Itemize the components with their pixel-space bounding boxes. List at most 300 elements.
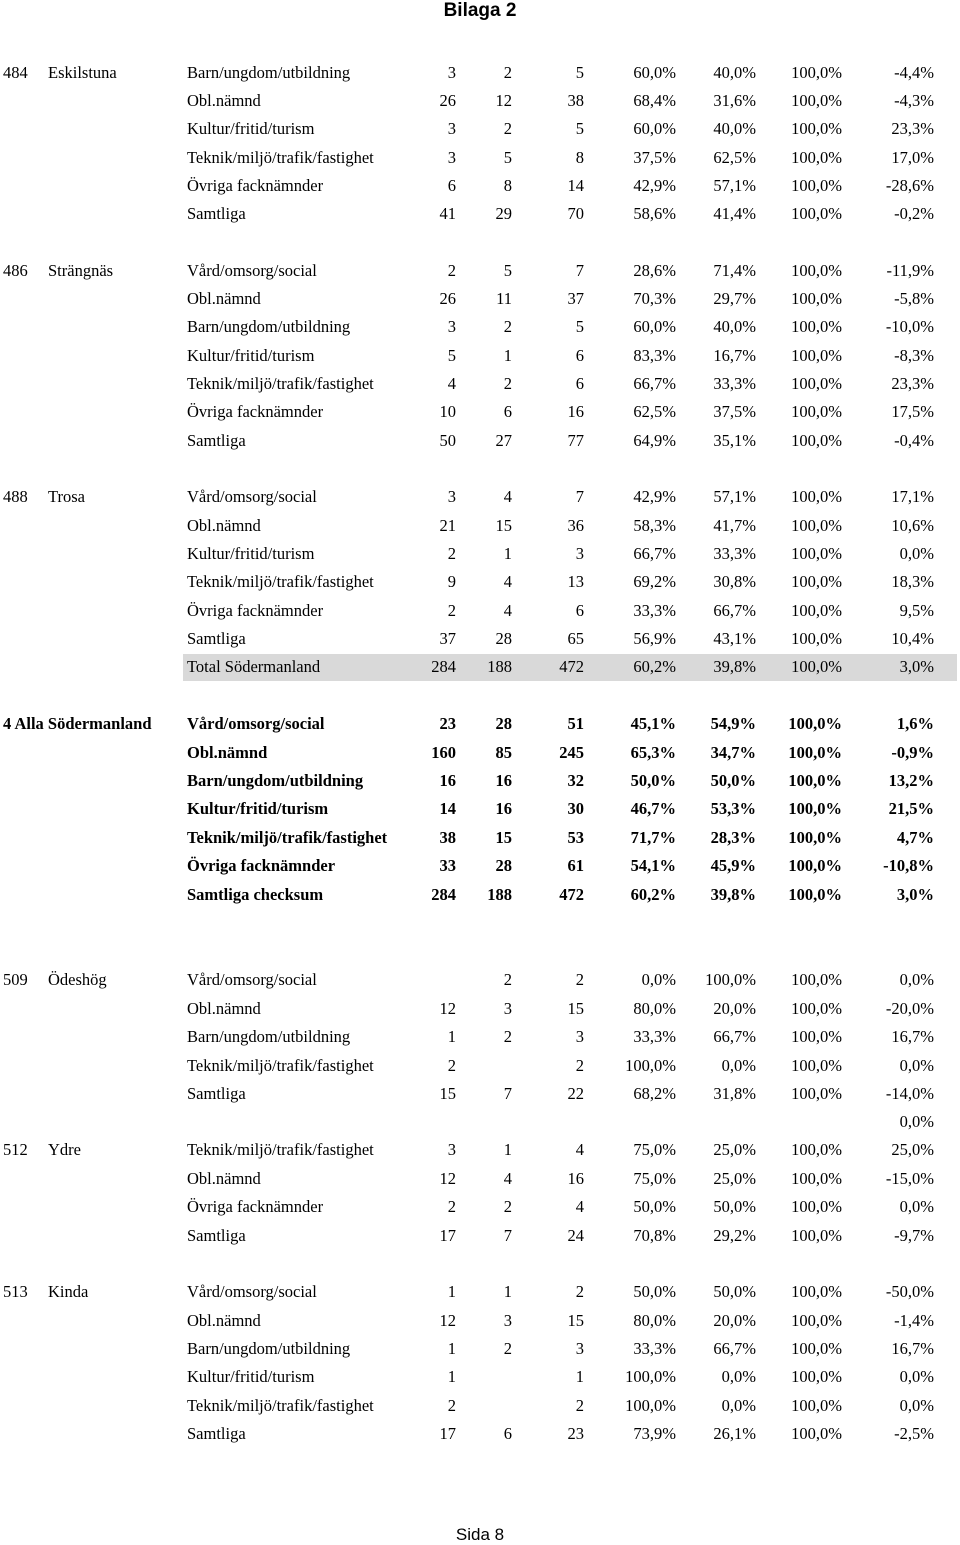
percent-a: 60,2%	[630, 885, 676, 904]
category-label: Barn/ungdom/utbildning	[187, 1027, 351, 1046]
percent-b: 26,1%	[713, 1424, 756, 1443]
count-total: 61	[567, 856, 584, 875]
count-a: 1	[447, 1282, 456, 1301]
percent-total: 100,0%	[791, 544, 842, 563]
table-row	[0, 1023, 960, 1051]
table-row	[0, 597, 960, 625]
percent-a: 64,9%	[633, 431, 676, 450]
percent-a: 60,0%	[633, 119, 676, 138]
table-row	[0, 512, 960, 540]
count-total: 6	[575, 601, 584, 620]
count-b: 28	[495, 714, 512, 733]
table-row	[0, 1335, 960, 1363]
difference: 23,3%	[891, 374, 934, 393]
difference: 0,0%	[899, 1056, 934, 1075]
percent-a: 66,7%	[633, 374, 676, 393]
count-a: 14	[439, 799, 456, 818]
count-total: 4	[575, 1140, 584, 1159]
difference: 3,0%	[899, 657, 934, 676]
municipality-code: 512	[3, 1140, 28, 1159]
count-a: 37	[439, 629, 456, 648]
table-row	[0, 540, 960, 568]
percent-a: 100,0%	[625, 1396, 676, 1415]
difference: -4,3%	[894, 91, 934, 110]
percent-b: 71,4%	[713, 261, 756, 280]
difference: -15,0%	[885, 1169, 934, 1188]
municipality-code: 513	[3, 1282, 28, 1301]
category-label: Teknik/miljö/trafik/fastighet	[187, 572, 374, 591]
percent-total: 100,0%	[791, 1084, 842, 1103]
percent-b: 33,3%	[713, 374, 756, 393]
count-total: 13	[567, 572, 584, 591]
percent-total: 100,0%	[791, 516, 842, 535]
percent-b: 20,0%	[713, 1311, 756, 1330]
percent-b: 20,0%	[713, 999, 756, 1018]
category-label: Samtliga	[187, 1226, 246, 1245]
percent-b: 41,4%	[713, 204, 756, 223]
municipality-code: 509	[3, 970, 28, 989]
percent-total: 100,0%	[791, 261, 842, 280]
count-b: 3	[503, 1311, 512, 1330]
difference: -4,4%	[894, 63, 934, 82]
count-total: 15	[567, 999, 584, 1018]
percent-a: 28,6%	[633, 261, 676, 280]
category-label: Obl.nämnd	[187, 91, 261, 110]
percent-b: 28,3%	[710, 828, 756, 847]
percent-b: 66,7%	[713, 1027, 756, 1046]
category-label: Kultur/fritid/turism	[187, 1367, 315, 1386]
count-b: 2	[503, 1339, 512, 1358]
percent-b: 34,7%	[710, 743, 756, 762]
difference: 0,0%	[899, 1197, 934, 1216]
percent-b: 39,8%	[713, 657, 756, 676]
table-row	[0, 285, 960, 313]
percent-b: 54,9%	[710, 714, 756, 733]
difference: 21,5%	[888, 799, 934, 818]
table-row	[0, 824, 960, 852]
count-b: 7	[503, 1084, 512, 1103]
count-a: 3	[447, 119, 456, 138]
table-row	[0, 313, 960, 341]
percent-a: 62,5%	[633, 402, 676, 421]
count-b: 2	[503, 374, 512, 393]
percent-a: 37,5%	[633, 148, 676, 167]
count-a: 160	[431, 743, 456, 762]
percent-total: 100,0%	[791, 346, 842, 365]
count-a: 50	[439, 431, 456, 450]
count-total: 2	[575, 970, 584, 989]
table-row	[0, 59, 960, 87]
category-label: Övriga facknämnder	[187, 176, 324, 195]
count-total: 7	[575, 261, 584, 280]
category-label: Samtliga	[187, 431, 246, 450]
count-a: 10	[439, 402, 456, 421]
page-number: Sida 8	[455, 1525, 505, 1544]
category-label: Samtliga	[187, 629, 246, 648]
percent-a: 75,0%	[633, 1169, 676, 1188]
category-label: Teknik/miljö/trafik/fastighet	[187, 374, 374, 393]
percent-b: 39,8%	[710, 885, 756, 904]
count-total: 5	[575, 63, 584, 82]
difference: 0,0%	[899, 1367, 934, 1386]
count-b: 8	[503, 176, 512, 195]
table-row	[0, 1080, 960, 1108]
percent-total: 100,0%	[791, 999, 842, 1018]
percent-total: 100,0%	[788, 771, 842, 790]
count-b: 5	[503, 148, 512, 167]
table-row	[0, 881, 960, 909]
page-title: Bilaga 2	[443, 0, 517, 21]
difference: -8,3%	[894, 346, 934, 365]
count-total: 3	[575, 544, 584, 563]
percent-total: 100,0%	[791, 1339, 842, 1358]
percent-b: 31,8%	[713, 1084, 756, 1103]
count-a: 2	[447, 1197, 456, 1216]
count-a: 12	[439, 1311, 456, 1330]
difference: -1,4%	[894, 1311, 934, 1330]
count-b: 85	[495, 743, 512, 762]
table-row	[0, 483, 960, 511]
municipality-code: 488	[3, 487, 28, 506]
percent-a: 71,7%	[630, 828, 676, 847]
percent-a: 80,0%	[633, 999, 676, 1018]
difference: 1,6%	[896, 714, 934, 733]
percent-b: 50,0%	[713, 1282, 756, 1301]
count-a: 284	[431, 657, 456, 676]
percent-total: 100,0%	[791, 317, 842, 336]
count-total: 7	[575, 487, 584, 506]
count-total: 36	[567, 516, 584, 535]
total-row	[0, 653, 960, 681]
count-a: 3	[447, 317, 456, 336]
count-b: 1	[503, 1140, 512, 1159]
count-a: 1	[447, 1339, 456, 1358]
percent-a: 46,7%	[630, 799, 676, 818]
count-total: 2	[575, 1282, 584, 1301]
difference: -2,5%	[894, 1424, 934, 1443]
category-label: Barn/ungdom/utbildning	[187, 1339, 351, 1358]
difference: 0,0%	[899, 544, 934, 563]
difference: 13,2%	[888, 771, 934, 790]
count-b: 5	[503, 261, 512, 280]
table-row	[0, 200, 960, 228]
percent-a: 60,0%	[633, 317, 676, 336]
category-label: Kultur/fritid/turism	[187, 346, 315, 365]
category-label: Teknik/miljö/trafik/fastighet	[187, 828, 388, 847]
table-row	[0, 342, 960, 370]
count-total: 22	[567, 1084, 584, 1103]
count-b: 4	[503, 1169, 512, 1188]
count-total: 2	[575, 1056, 584, 1075]
count-a: 2	[447, 1056, 456, 1075]
difference: -0,2%	[894, 204, 934, 223]
category-label: Total Södermanland	[187, 657, 321, 676]
count-total: 14	[567, 176, 584, 195]
count-total: 23	[567, 1424, 584, 1443]
count-a: 1	[447, 1027, 456, 1046]
category-label: Vård/omsorg/social	[187, 1282, 317, 1301]
percent-total: 100,0%	[791, 657, 842, 676]
table-row	[0, 1420, 960, 1448]
category-label: Teknik/miljö/trafik/fastighet	[187, 148, 374, 167]
count-a: 41	[439, 204, 456, 223]
table-row	[0, 1165, 960, 1193]
category-label: Samtliga checksum	[187, 885, 324, 904]
percent-total: 100,0%	[791, 1282, 842, 1301]
percent-a: 73,9%	[633, 1424, 676, 1443]
percent-a: 70,3%	[633, 289, 676, 308]
percent-total: 100,0%	[791, 374, 842, 393]
percent-a: 100,0%	[625, 1367, 676, 1386]
category-label: Obl.nämnd	[187, 516, 261, 535]
category-label: Teknik/miljö/trafik/fastighet	[187, 1140, 374, 1159]
category-label: Obl.nämnd	[187, 289, 261, 308]
difference: 3,0%	[896, 885, 934, 904]
percent-total: 100,0%	[791, 1056, 842, 1075]
percent-b: 57,1%	[713, 487, 756, 506]
percent-b: 43,1%	[713, 629, 756, 648]
table-row	[0, 995, 960, 1023]
table-row	[0, 966, 960, 994]
difference: -0,9%	[891, 743, 934, 762]
count-a: 23	[439, 714, 456, 733]
percent-b: 0,0%	[721, 1396, 756, 1415]
count-b: 1	[503, 1282, 512, 1301]
percent-a: 68,2%	[633, 1084, 676, 1103]
table-row	[0, 398, 960, 426]
table-row	[0, 1307, 960, 1335]
count-total: 3	[575, 1027, 584, 1046]
count-a: 26	[439, 289, 456, 308]
percent-total: 100,0%	[791, 431, 842, 450]
count-b: 11	[496, 289, 512, 308]
difference: 17,0%	[891, 148, 934, 167]
percent-b: 25,0%	[713, 1140, 756, 1159]
count-b: 6	[503, 1424, 512, 1443]
count-a: 2	[447, 261, 456, 280]
category-label: Övriga facknämnder	[187, 402, 324, 421]
count-a: 3	[447, 487, 456, 506]
percent-b: 40,0%	[713, 63, 756, 82]
count-b: 15	[495, 516, 512, 535]
percent-a: 42,9%	[633, 176, 676, 195]
percent-b: 53,3%	[710, 799, 756, 818]
difference: 16,7%	[891, 1027, 934, 1046]
count-total: 24	[567, 1226, 584, 1245]
count-total: 16	[567, 1169, 584, 1188]
difference: 18,3%	[891, 572, 934, 591]
percent-b: 29,7%	[713, 289, 756, 308]
percent-a: 80,0%	[633, 1311, 676, 1330]
difference: 17,1%	[891, 487, 934, 506]
count-a: 2	[447, 544, 456, 563]
percent-total: 100,0%	[791, 1367, 842, 1386]
percent-total: 100,0%	[791, 1311, 842, 1330]
count-total: 6	[575, 346, 584, 365]
table-row	[0, 257, 960, 285]
count-total: 77	[567, 431, 584, 450]
category-label: Kultur/fritid/turism	[187, 119, 315, 138]
count-total: 51	[567, 714, 584, 733]
count-b: 3	[503, 999, 512, 1018]
count-total: 472	[559, 657, 584, 676]
count-a: 38	[439, 828, 456, 847]
count-a: 21	[439, 516, 456, 535]
difference: 16,7%	[891, 1339, 934, 1358]
count-total: 32	[567, 771, 584, 790]
table-row	[0, 172, 960, 200]
table-row	[0, 852, 960, 880]
table-row	[0, 1278, 960, 1306]
category-label: Obl.nämnd	[187, 1169, 261, 1188]
table-row	[0, 427, 960, 455]
table-row	[0, 568, 960, 596]
count-b: 15	[495, 828, 512, 847]
count-total: 70	[567, 204, 584, 223]
count-b: 28	[495, 856, 512, 875]
count-total: 53	[567, 828, 584, 847]
category-label: Samtliga	[187, 204, 246, 223]
count-a: 5	[447, 346, 456, 365]
percent-b: 25,0%	[713, 1169, 756, 1188]
count-b: 4	[503, 572, 512, 591]
percent-total: 100,0%	[788, 856, 842, 875]
count-a: 3	[447, 63, 456, 82]
count-a: 9	[447, 572, 456, 591]
difference: -28,6%	[885, 176, 934, 195]
count-b: 4	[503, 487, 512, 506]
difference: 17,5%	[891, 402, 934, 421]
percent-total: 100,0%	[791, 1140, 842, 1159]
municipality-code: 486	[3, 261, 28, 280]
percent-total: 100,0%	[791, 91, 842, 110]
percent-a: 66,7%	[633, 544, 676, 563]
difference: -10,0%	[885, 317, 934, 336]
count-total: 16	[567, 402, 584, 421]
percent-b: 0,0%	[721, 1056, 756, 1075]
percent-total: 100,0%	[791, 572, 842, 591]
table-row	[0, 710, 960, 738]
percent-a: 65,3%	[630, 743, 676, 762]
count-a: 16	[439, 771, 456, 790]
count-b: 16	[495, 799, 512, 818]
percent-b: 0,0%	[721, 1367, 756, 1386]
category-label: Samtliga	[187, 1084, 246, 1103]
count-a: 17	[439, 1424, 456, 1443]
count-b: 16	[495, 771, 512, 790]
difference: 9,5%	[899, 601, 934, 620]
table-row	[0, 625, 960, 653]
difference: 0,0%	[899, 970, 934, 989]
municipality-name: Eskilstuna	[48, 63, 117, 82]
category-label: Kultur/fritid/turism	[187, 544, 315, 563]
percent-total: 100,0%	[791, 629, 842, 648]
difference: -5,8%	[894, 289, 934, 308]
difference: -14,0%	[885, 1084, 934, 1103]
percent-total: 100,0%	[791, 204, 842, 223]
percent-b: 16,7%	[713, 346, 756, 365]
category-label: Teknik/miljö/trafik/fastighet	[187, 1396, 374, 1415]
count-total: 1	[575, 1367, 584, 1386]
percent-total: 100,0%	[791, 970, 842, 989]
percent-a: 56,9%	[633, 629, 676, 648]
count-b: 188	[487, 657, 512, 676]
percent-a: 54,1%	[630, 856, 676, 875]
percent-a: 0,0%	[641, 970, 676, 989]
percent-a: 70,8%	[633, 1226, 676, 1245]
difference: 23,3%	[891, 119, 934, 138]
percent-b: 50,0%	[710, 771, 756, 790]
count-b: 1	[503, 346, 512, 365]
percent-total: 100,0%	[791, 1027, 842, 1046]
percent-b: 35,1%	[713, 431, 756, 450]
count-total: 4	[575, 1197, 584, 1216]
count-b: 1	[503, 544, 512, 563]
count-a: 17	[439, 1226, 456, 1245]
difference: 10,6%	[891, 516, 934, 535]
difference: -10,8%	[883, 856, 934, 875]
percent-b: 40,0%	[713, 317, 756, 336]
table-row	[0, 370, 960, 398]
percent-a: 45,1%	[630, 714, 676, 733]
percent-a: 42,9%	[633, 487, 676, 506]
percent-total: 100,0%	[791, 1396, 842, 1415]
municipality-name: Ydre	[48, 1140, 81, 1159]
percent-a: 33,3%	[633, 1339, 676, 1358]
percent-total: 100,0%	[791, 402, 842, 421]
count-b: 2	[503, 970, 512, 989]
count-total: 3	[575, 1339, 584, 1358]
percent-a: 60,0%	[633, 63, 676, 82]
percent-total: 100,0%	[791, 1169, 842, 1188]
percent-total: 100,0%	[791, 63, 842, 82]
count-b: 2	[503, 1197, 512, 1216]
count-b: 7	[503, 1226, 512, 1245]
table-row	[0, 1136, 960, 1164]
category-label: Vård/omsorg/social	[187, 714, 325, 733]
table-row	[0, 795, 960, 823]
table-row	[0, 1222, 960, 1250]
category-label: Kultur/fritid/turism	[187, 799, 329, 818]
percent-a: 60,2%	[633, 657, 676, 676]
percent-a: 50,0%	[633, 1197, 676, 1216]
category-label: Samtliga	[187, 1424, 246, 1443]
percent-a: 83,3%	[633, 346, 676, 365]
percent-total: 100,0%	[791, 148, 842, 167]
count-a: 2	[447, 601, 456, 620]
count-a: 26	[439, 91, 456, 110]
count-total: 2	[575, 1396, 584, 1415]
percent-b: 29,2%	[713, 1226, 756, 1245]
municipality-name: Strängnäs	[48, 261, 114, 280]
difference: -0,4%	[894, 431, 934, 450]
table-row	[0, 87, 960, 115]
percent-b: 33,3%	[713, 544, 756, 563]
category-label: Obl.nämnd	[187, 1311, 261, 1330]
category-label: Övriga facknämnder	[187, 856, 336, 875]
count-a: 3	[447, 148, 456, 167]
category-label: Övriga facknämnder	[187, 601, 324, 620]
count-total: 38	[567, 91, 584, 110]
percent-total: 100,0%	[791, 119, 842, 138]
percent-b: 40,0%	[713, 119, 756, 138]
category-label: Obl.nämnd	[187, 743, 268, 762]
difference: 25,0%	[891, 1140, 934, 1159]
percent-a: 50,0%	[633, 1282, 676, 1301]
percent-b: 57,1%	[713, 176, 756, 195]
percent-b: 45,9%	[710, 856, 756, 875]
percent-a: 33,3%	[633, 1027, 676, 1046]
